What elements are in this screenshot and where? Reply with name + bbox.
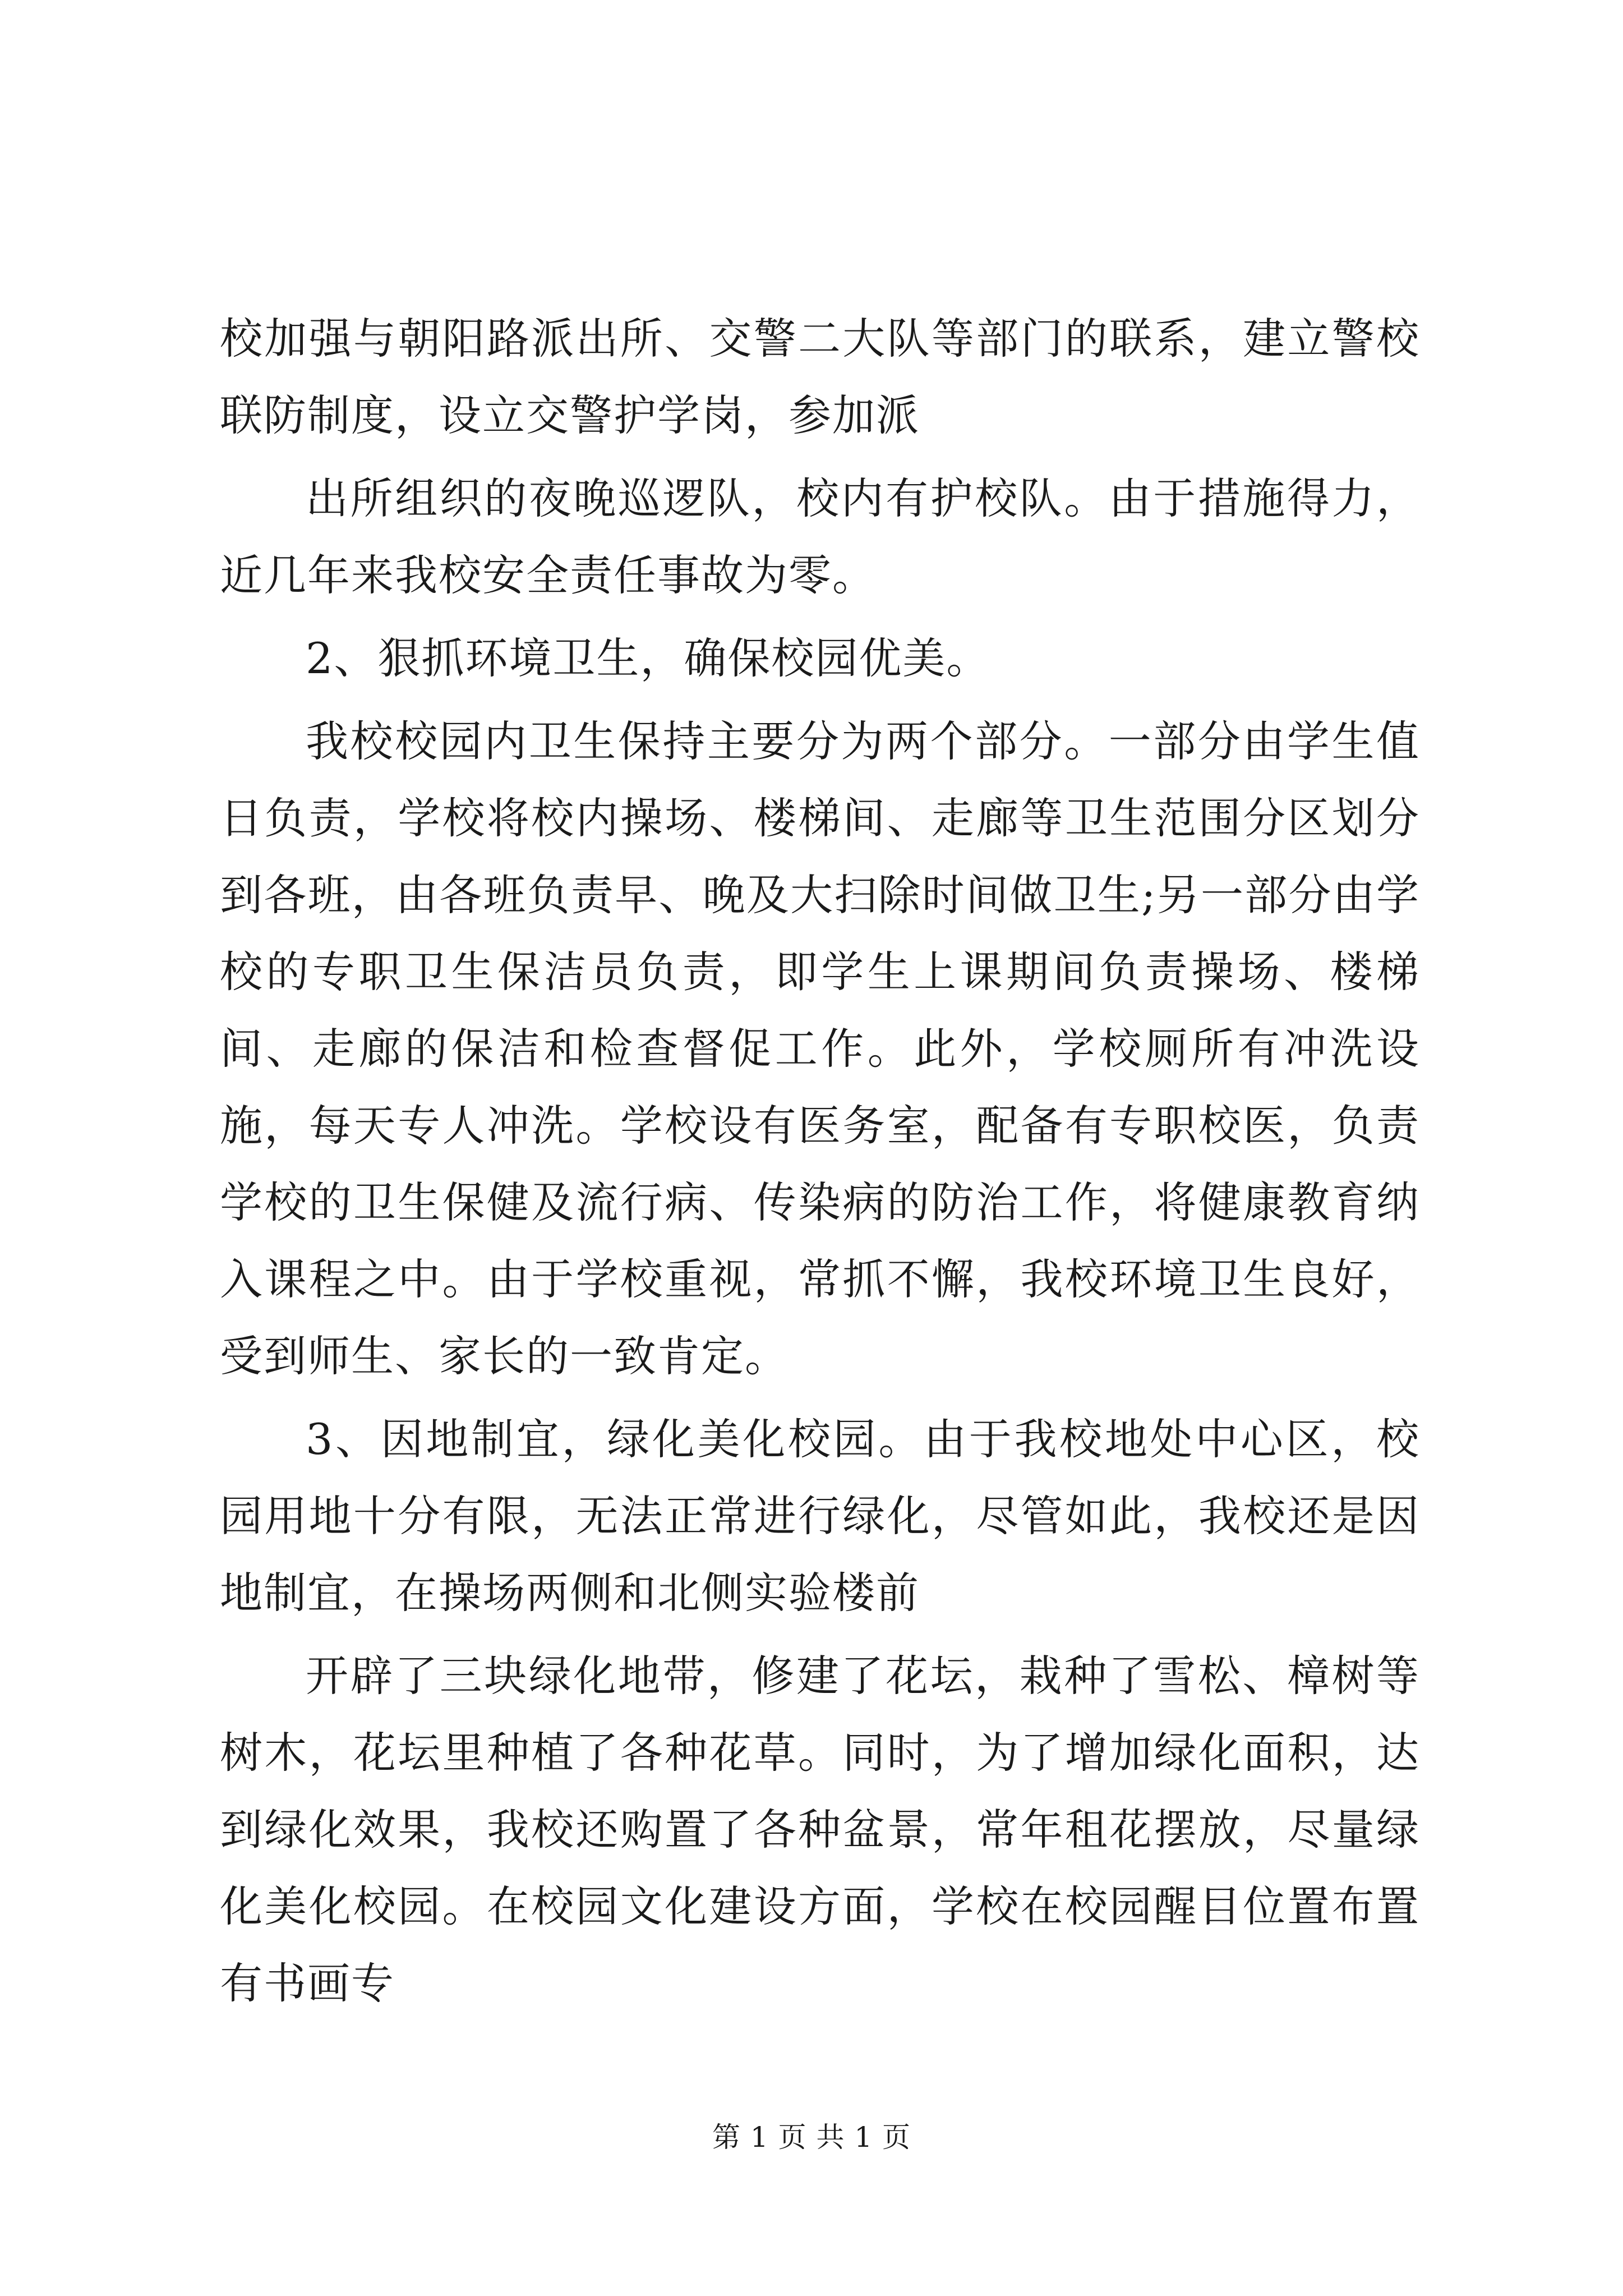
section-heading-hygiene: 2、狠抓环境卫生，确保校园优美。 bbox=[306, 633, 990, 683]
paragraph-hygiene: 我校校园内卫生保持主要分为两个部分。一部分由学生值日负责，学校将校内操场、楼梯间、走廊等卫生范围分区划分到各班，由各班负责早、晚及大扫除时间做卫生;另一部分由学校的专职卫生保洁员负责，即学生上课期间负责操场、楼梯间、走廊的保洁和检查督促工作。此外，学校厕所有冲洗设施，每天专人冲洗。学校设有医务室，配备有专职校医，负责学校的卫生保健及流行病、传染病的防治工作，将健康教育纳入课程之中。由于学校重视，常抓不懈，我校环境卫生良好，受到师生、家长的一致肯定。 bbox=[220, 716, 1420, 1381]
paragraph-greening-continued: 开辟了三块绿化地带，修建了花坛，栽种了雪松、樟树等树木，花坛里种植了各种花草。同时，为了增加绿化面积，达到绿化效果，我校还购置了各种盆景，常年租花摆放，尽量绿化美化校园。在校园文化建设方面，学校在校园醒目位置布置有书画专 bbox=[220, 1651, 1420, 2008]
paragraph-continuation: 校加强与朝阳路派出所、交警二大队等部门的联系，建立警校联防制度，设立交警护学岗，参加派 bbox=[220, 314, 1420, 440]
document-body bbox=[220, 300, 1420, 2022]
paragraph-greening: 3、因地制宜，绿化美化校园。由于我校地处中心区，校园用地十分有限，无法正常进行绿化，尽管如此，我校还是因地制宜，在操场两侧和北侧实验楼前 bbox=[220, 1414, 1420, 1618]
page-number-footer: 第 1 页 共 1 页 bbox=[712, 2121, 911, 2154]
paragraph-patrol: 出所组织的夜晚巡逻队，校内有护校队。由于措施得力，近几年来我校安全责任事故为零。 bbox=[220, 473, 1420, 600]
